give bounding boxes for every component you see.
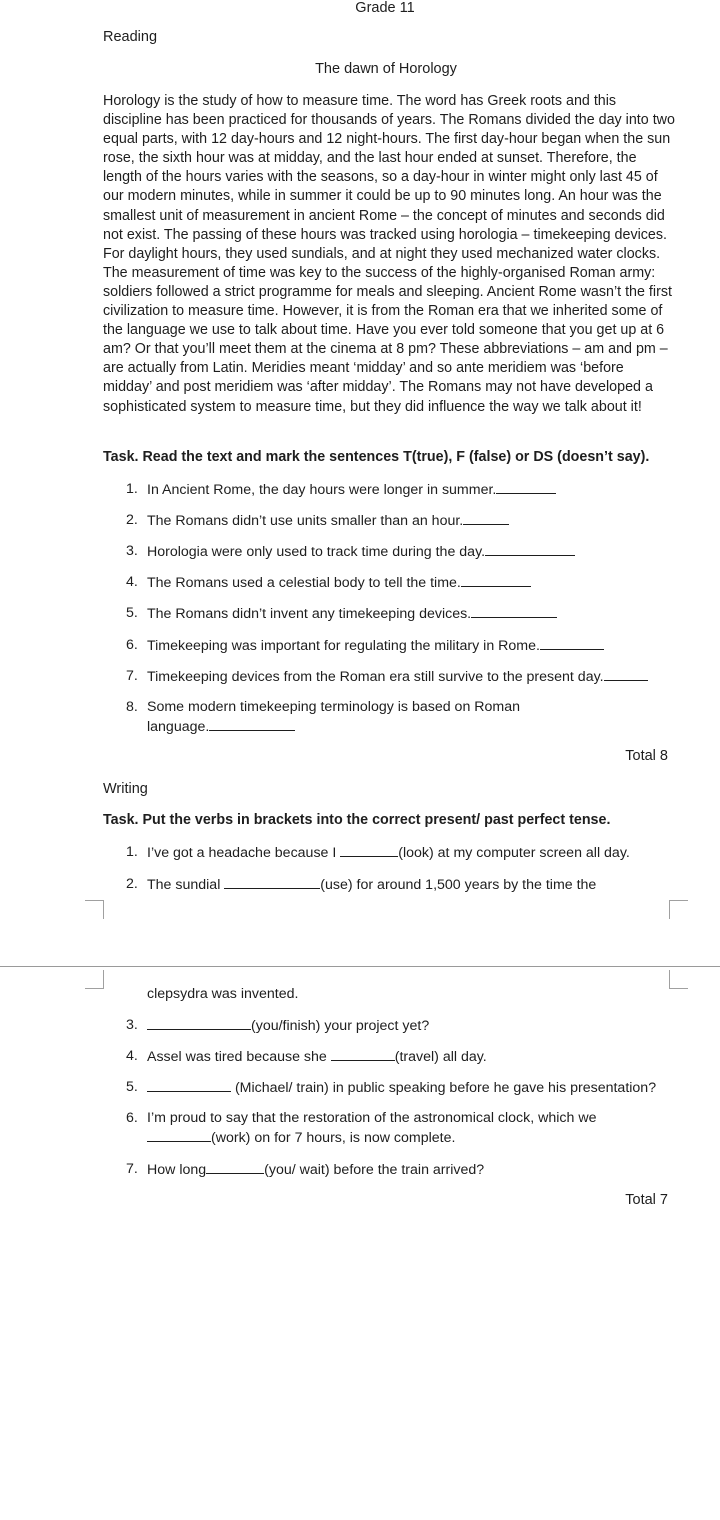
item-number: 2. xyxy=(126,512,138,528)
answer-blank[interactable] xyxy=(209,717,295,731)
answer-blank[interactable] xyxy=(147,1078,231,1092)
item-text-after: (travel) all day. xyxy=(394,1049,487,1065)
margin-corner-mark xyxy=(669,970,688,989)
item-text-after: (work) on for 7 hours, is now complete. xyxy=(211,1130,456,1146)
item-number: 6. xyxy=(126,637,138,653)
item-text: In Ancient Rome, the day hours were longer in summer. xyxy=(147,482,497,498)
item-number: 3. xyxy=(126,1017,138,1033)
writing-task-instruction: Task. Put the verbs in brackets into the correct present/ past perfect tense. xyxy=(103,812,611,828)
item-text: The Romans didn’t invent any timekeeping devices. xyxy=(147,606,472,622)
page-break-line xyxy=(0,966,720,967)
item-number: 7. xyxy=(126,668,138,684)
item-number: 7. xyxy=(126,1161,138,1177)
item-text-after: (use) for around 1,500 years by the time the xyxy=(320,877,597,893)
page-2 xyxy=(0,970,720,1520)
writing-heading: Writing xyxy=(103,781,148,797)
reading-passage: Horology is the study of how to measure time. The word has Greek roots and this discipline has been practiced for thousands of years. The Romans divided the day into two equal parts, with 12 day-hours and 12 night-hours. The first day-hour began when the sun rose, the sixth hour was at midday, and the last hour ended at sunset. Therefore, the length of the hours varies with the seasons, so a day-hour in winter might only last 45 of our modern minutes, while in summer it could be up to 90 minutes long. An hour was the smallest unit of measurement in ancient Rome – the concept of minutes and seconds did not exist. The passing of these hours was tracked using horologia – timekeeping devices. For daylight hours, they used sundials, and at night they used mechanized water clocks. The measurement of time was key to the success of the highly-organised Roman army: soldiers followed a strict programme for meals and sleeping. Ancient Rome wasn’t the first civilization to measure time. However, it is from the Roman era that we inherited some of the language we use to talk about time. Have you ever told someone that you get up at 6 am? Or that you’ll meet them at the cinema at 8 pm? These abbreviations – am and pm – are actually from Latin. Meridies meant ‘midday’ and so ante meridiem was ‘before midday’ and post meridiem was ‘after midday’. The Romans may not have developed a sophisticated system to measure time, but they did influence the way we talk about it! xyxy=(103,93,675,415)
item-number: 4. xyxy=(126,1048,138,1064)
item-number: 5. xyxy=(126,605,138,621)
item-number: 4. xyxy=(126,574,138,590)
answer-blank[interactable] xyxy=(461,573,531,587)
item-text-before: Assel was tired because she xyxy=(147,1049,331,1065)
answer-blank[interactable] xyxy=(471,604,557,618)
answer-blank[interactable] xyxy=(206,1160,264,1174)
item-text-line1: I’m proud to say that the restoration of the astronomical clock, which we xyxy=(147,1110,597,1126)
item-text: Some modern timekeeping terminology is based on Roman xyxy=(147,699,521,715)
answer-blank[interactable] xyxy=(147,1128,211,1142)
item-number: 1. xyxy=(126,481,138,497)
answer-blank[interactable] xyxy=(485,542,575,556)
item-text-after: (you/finish) your project yet? xyxy=(251,1018,430,1034)
answer-blank[interactable] xyxy=(540,636,604,650)
passage-title: The dawn of Horology xyxy=(315,61,457,77)
item-number: 6. xyxy=(126,1110,138,1126)
item-text-continued: clepsydra was invented. xyxy=(147,986,299,1002)
answer-blank[interactable] xyxy=(463,511,509,525)
item-text-after: (Michael/ train) in public speaking before he gave his presentation? xyxy=(231,1080,657,1096)
reading-task-instruction: Task. Read the text and mark the sentences T(true), F (false) or DS (doesn’t say). xyxy=(103,449,650,465)
item-text: Timekeeping was important for regulating the military in Rome. xyxy=(147,638,540,654)
item-number: 2. xyxy=(126,876,138,892)
margin-corner-mark xyxy=(669,900,688,919)
writing-total: Total 7 xyxy=(625,1192,668,1208)
item-text-after: (look) at my computer screen all day. xyxy=(398,845,630,861)
answer-blank[interactable] xyxy=(604,667,648,681)
item-text-before: I’ve got a headache because I xyxy=(147,845,341,861)
item-text: Horologia were only used to track time during the day. xyxy=(147,544,486,560)
item-text: The Romans didn’t use units smaller than an hour. xyxy=(147,513,464,529)
margin-corner-mark xyxy=(85,900,104,919)
answer-blank[interactable] xyxy=(224,875,320,889)
item-text-after: (you/ wait) before the train arrived? xyxy=(264,1162,485,1178)
answer-blank[interactable] xyxy=(331,1047,395,1061)
item-number: 3. xyxy=(126,543,138,559)
item-text-before: The sundial xyxy=(147,877,225,893)
reading-total: Total 8 xyxy=(625,748,668,764)
item-text-continued: language. xyxy=(147,719,210,735)
answer-blank[interactable] xyxy=(496,480,556,494)
item-text-before: How long xyxy=(147,1162,207,1178)
item-text: The Romans used a celestial body to tell the time. xyxy=(147,575,461,591)
item-number: 1. xyxy=(126,844,138,860)
margin-corner-mark xyxy=(85,970,104,989)
answer-blank[interactable] xyxy=(340,843,398,857)
answer-blank[interactable] xyxy=(147,1016,251,1030)
reading-heading: Reading xyxy=(103,29,158,45)
grade-label: Grade 11 xyxy=(355,0,415,16)
item-number: 5. xyxy=(126,1079,138,1095)
item-number: 8. xyxy=(126,699,138,715)
item-text: Timekeeping devices from the Roman era still survive to the present day. xyxy=(147,669,604,685)
